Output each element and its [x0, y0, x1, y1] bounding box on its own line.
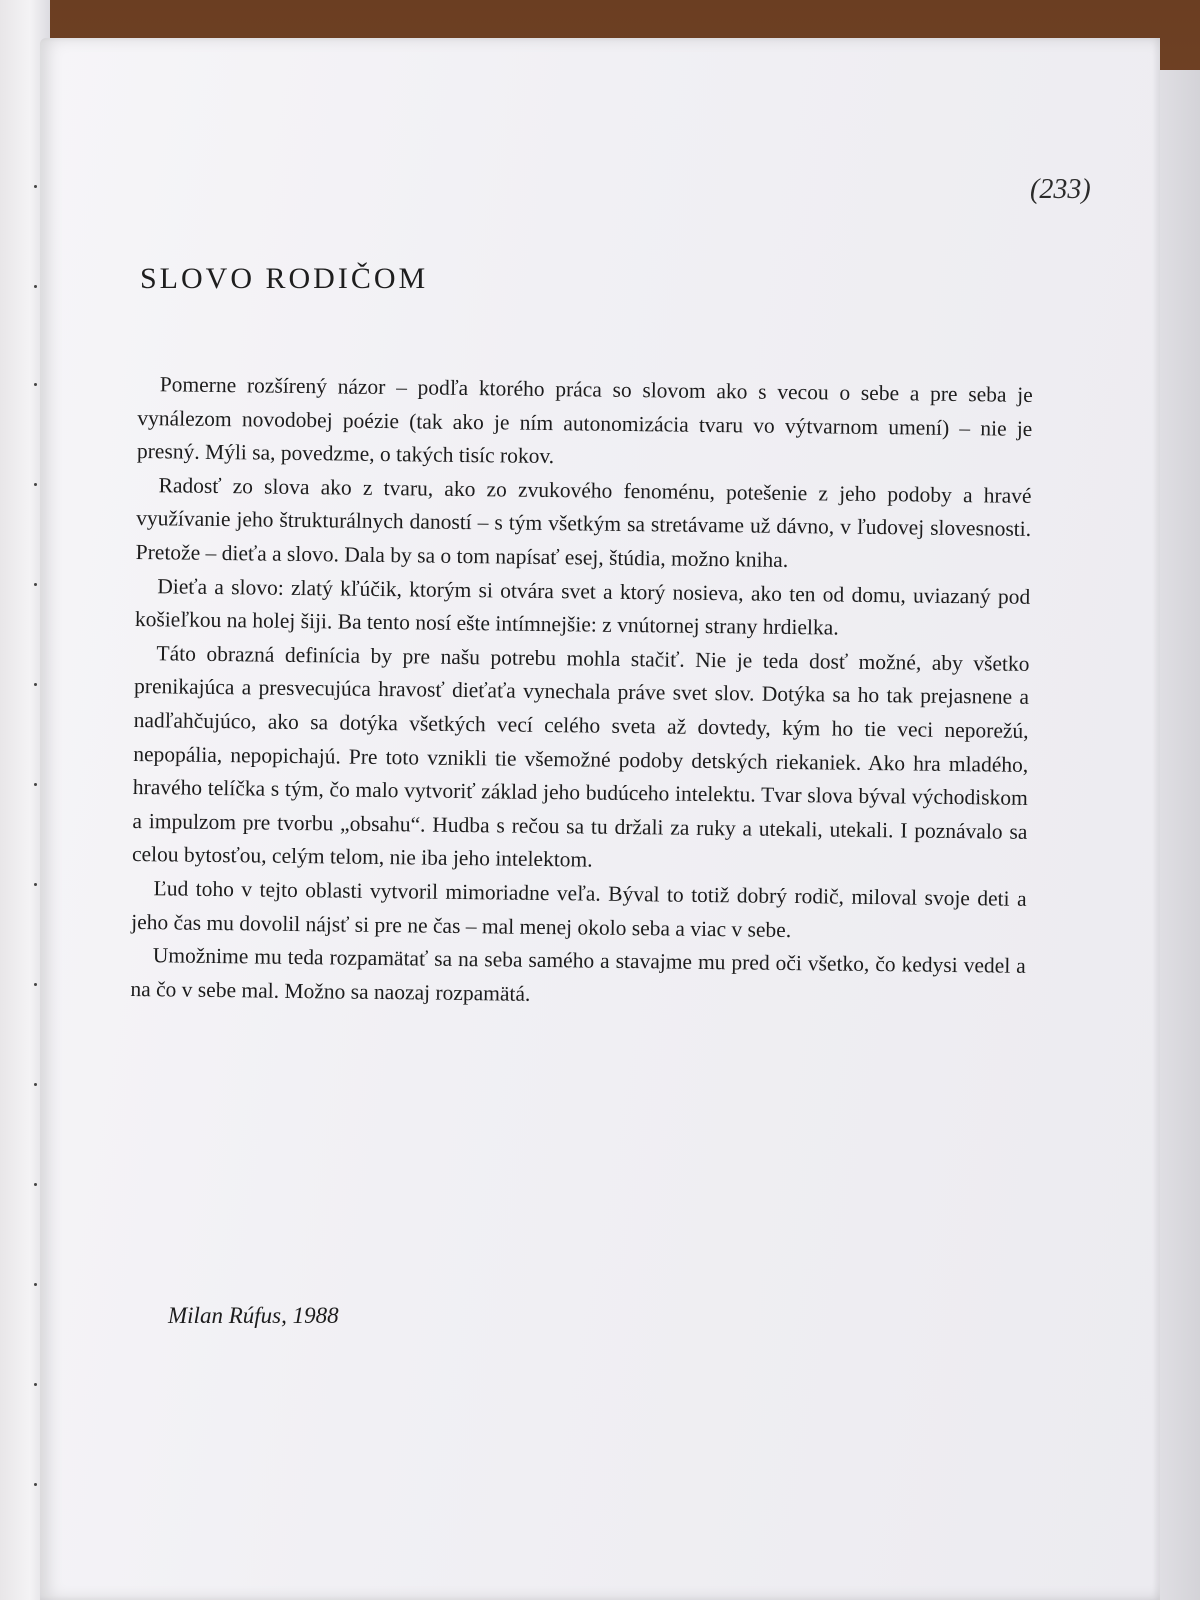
paragraph-2: Radosť zo slova ako z tvaru, ako zo zvukového fenoménu, potešenie z jeho podoby a hravé využívanie jeho štrukturálnych daností – s tým všetkým sa stretávame už dávno, v ľudovej slovesnosti. Pretože – dieťa a slovo. Dala by sa o tom napísať esej, štúdia, možno kniha.	[135, 473, 1032, 572]
paragraph-5: Ľud toho v tejto oblasti vytvoril mimoriadne veľa. Býval to totiž dobrý rodič, miloval svoje deti a jeho čas mu dovolil nájsť si pre ne čas – mal menej okolo seba a viac v sebe.	[131, 876, 1027, 942]
paragraph-3: Dieťa a slovo: zlatý kľúčik, ktorým si otvára svet a ktorý nosieva, ako ten od domu, uviazaný pod košieľkou na holej šiji. Ba tento nosí ešte intímnejšie: z vnútornej strany hrdielka.	[134, 573, 1031, 640]
edge-mark	[34, 883, 37, 886]
page-number: (233)	[1030, 174, 1091, 205]
edge-mark	[34, 583, 37, 586]
edge-mark	[34, 185, 37, 188]
edge-mark	[34, 285, 37, 288]
edge-mark	[34, 783, 37, 786]
edge-mark	[34, 1283, 37, 1286]
paragraph-4: Táto obrazná definícia by pre našu potrebu mohla stačiť. Nie je teda dosť možné, aby všetko prenikajúca a presvecujúca hravosť dieťaťa vynechala práve svet slov. Dotýka sa ho tak prejasnene a nadľahčujúco, ako sa dotýka všetkých vecí celého sveta až dovtedy, kým ho tie veci neporežú, nepopália, nepopichajú. Pre toto vznikli tie všemožné podoby detských riekaniek. Ako hra mladého, hravého telíčka s tým, čo malo vytvoriť základ jeho budúceho intelektu. Tvar slova býval východiskom a impulzom pre tvorbu „obsahu“. Hudba s rečou sa tu držali za ruky a utekali, utekali. I poznávalo sa celou bytosťou, celým telom, nie iba jeho intelektom.	[131, 640, 1030, 872]
edge-mark	[34, 483, 37, 486]
paragraph-6: Umožnime mu teda rozpamätať sa na seba samého a stavajme mu pred oči všetko, čo kedysi vedel a na čo v sebe mal. Možno sa naozaj rozpamätá.	[130, 943, 1026, 1006]
paragraph-1: Pomerne rozšírený názor – podľa ktorého práca so slovom ako s vecou o sebe a pre seba je vynálezom novodobej poézie (tak ako je ním autonomizácia tvaru vo výtvarnom umení) – nie je presný. Mýli sa, povedzme, o takých tisíc rokov.	[136, 372, 1033, 469]
body-text	[130, 368, 1033, 1017]
author-signature: Milan Rúfus, 1988	[168, 1303, 339, 1328]
edge-mark	[34, 683, 37, 686]
edge-mark	[34, 1183, 37, 1186]
page-title: SLOVO RODIČOM	[140, 262, 429, 295]
edge-mark	[34, 383, 37, 386]
edge-mark	[34, 1383, 37, 1386]
edge-mark	[34, 1083, 37, 1086]
edge-mark	[34, 1483, 37, 1486]
edge-mark	[34, 983, 37, 986]
